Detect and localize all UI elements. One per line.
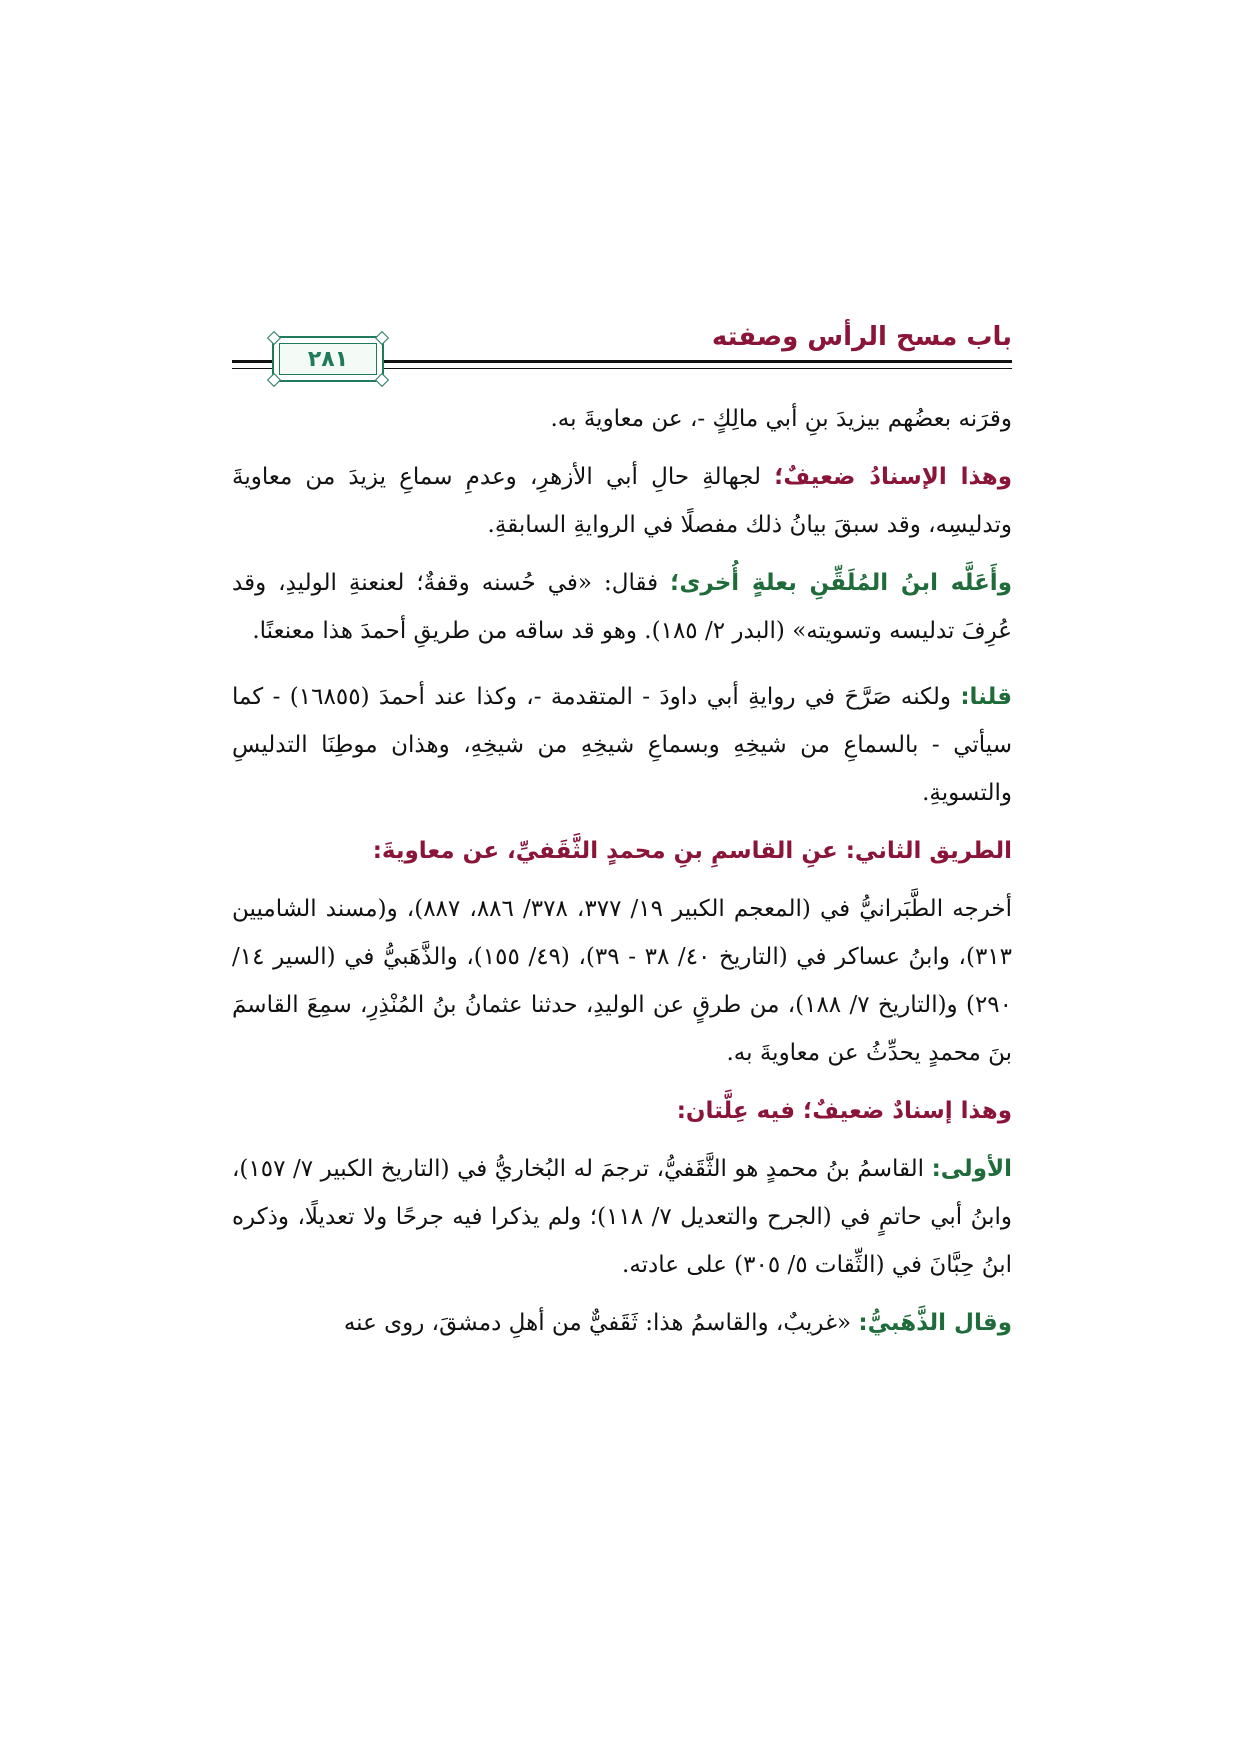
paragraph-text: القاسمُ بنُ محمدٍ هو الثَّقَفيُّ، ترجمَ له البُخاريُّ في (التاريخ الكبير ٧/ ١٥٧)، وابنُ أبي حاتمٍ في (الجرح والتعديل ٧/ ١١٨)؛ ولم يذكرا فيه جرحًا ولا تعديلًا، وذكره ابنُ حِبَّانَ في (الثِّقات ٥/ ٣٠٥) على عادته.: [232, 1156, 1013, 1278]
paragraph-lead: وهذا الإسنادُ ضعيفٌ؛: [774, 464, 1012, 490]
paragraph-text: لجهالةِ حالِ أبي الأزهرِ، وعدمِ سماعِ يزيدَ من معاويةَ وتدليسِه، وقد سبقَ بيانُ ذلك مفصلًا في الروايةِ السابقةِ.: [232, 464, 1012, 538]
paragraph-lead: وأَعَلَّه ابنُ المُلَقِّنِ بعلةٍ أُخرى؛: [670, 570, 1012, 596]
corner-ornament-icon: [267, 373, 281, 387]
paragraph: [232, 1145, 1012, 1289]
corner-ornament-icon: [375, 331, 389, 345]
paragraph: [232, 559, 1012, 655]
paragraph-lead: الأولى:: [931, 1156, 1013, 1182]
paragraph-text: فقال: «في حُسنه وقفةٌ؛ لعنعنةِ الوليدِ، وقد عُرِفَ تدليسه وتسويته» (البدر ٢/ ١٨٥). وهو قد ساقه من طريقِ أحمدَ هذا معنعنًا.: [232, 570, 1012, 644]
paragraph: [232, 673, 1012, 817]
paragraph-text: أخرجه الطَّبَرانيُّ في (المعجم الكبير ١٩/ ٣٧٧، ٣٧٨/ ٨٨٦، ٨٨٧)، و(مسند الشاميين ٣١٣)، وابنُ عساكر في (التاريخ ٤٠/ ٣٨ - ٣٩)، (٤٩/ ١٥٥)، والذَّهَبيُّ في (السير ١٤/ ٢٩٠) و(التاريخ ٧/ ١٨٨)، من طرقٍ عن الوليدِ، حدثنا عثمانُ بنُ المُنْذِرِ، سمِعَ القاسمَ بنَ محمدٍ يحدِّثُ عن معاويةَ به.: [232, 896, 1013, 1066]
main-text: [232, 395, 1012, 1347]
chapter-title: باب مسح الرأس وصفته: [711, 322, 1012, 352]
page-number-frame: [272, 336, 384, 382]
paragraph-lead: قلنا:: [960, 684, 1013, 710]
paragraph: [232, 1299, 1012, 1347]
section-heading: الطريق الثاني: عنِ القاسمِ بنِ محمدٍ الثَّقَفيِّ، عن معاويةَ:: [372, 838, 1012, 864]
paragraph-text: «غريبٌ، والقاسمُ هذا: ثَقَفيٌّ من أهلِ دمشقَ، روى عنه: [343, 1310, 859, 1336]
paragraph-text: وقرَنه بعضُهم بيزيدَ بنِ أبي مالِكٍ -، عن معاويةَ به.: [550, 406, 1012, 432]
page-number: ٢٨١: [279, 343, 377, 375]
paragraph: [232, 885, 1012, 1077]
paragraph: [232, 453, 1012, 549]
running-header: [232, 312, 1012, 382]
paragraph-lead: وقال الذَّهَبيُّ:: [858, 1310, 1012, 1336]
paragraph-text: ولكنه صَرَّحَ في روايةِ أبي داودَ - المتقدمة -، وكذا عند أحمدَ (١٦٨٥٥) - كما سيأتي - بالسماعِ من شيخِهِ وبسماعِ شيخِهِ من شيخِهِ، وهذان موطِنَا التدليسِ والتسويةِ.: [232, 684, 1012, 806]
corner-ornament-icon: [375, 373, 389, 387]
section-heading: وهذا إسنادٌ ضعيفٌ؛ فيه عِلَّتان:: [676, 1098, 1012, 1124]
paragraph: [232, 395, 1012, 443]
